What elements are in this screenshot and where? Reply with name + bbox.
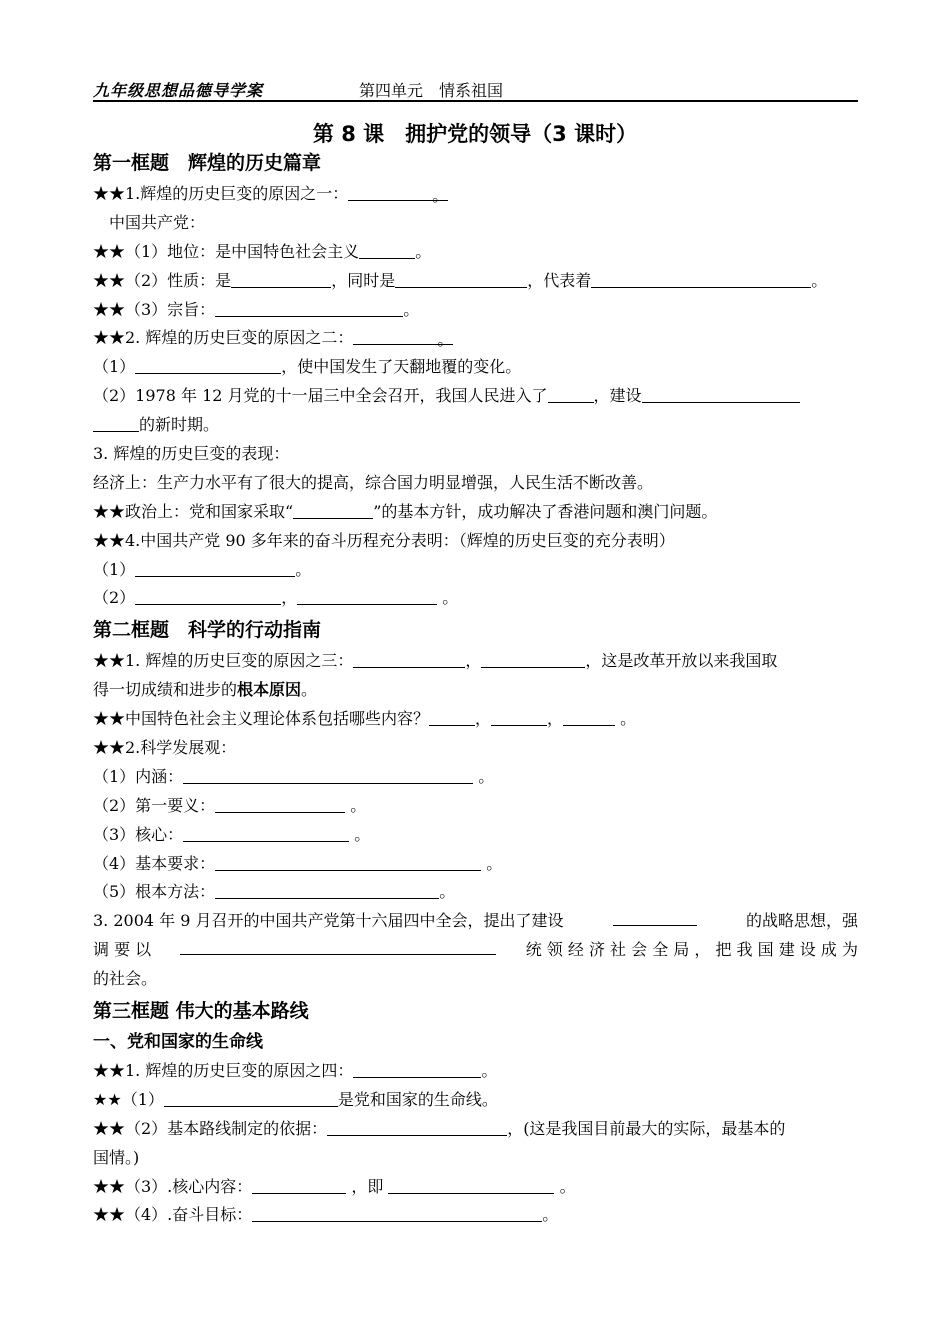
fill-blank[interactable]: [642, 384, 800, 403]
fill-blank[interactable]: [353, 1059, 481, 1078]
fill-blank[interactable]: [93, 413, 139, 432]
header-course: 九年级思想品德导学案: [93, 81, 264, 100]
fill-blank[interactable]: [429, 707, 475, 726]
text: 。: [403, 299, 420, 319]
s1-line-9: [93, 411, 858, 440]
fill-blank[interactable]: [359, 240, 415, 259]
lesson-title: 第 8 课 拥护党的领导（3 课时）: [312, 122, 638, 146]
fill-blank[interactable]: [563, 707, 615, 726]
text: ，: [475, 709, 492, 729]
fill-blank[interactable]: [591, 269, 811, 288]
s2-line-8: [93, 850, 858, 879]
s1-line-8: [93, 382, 858, 411]
text: 。: [415, 241, 432, 261]
text: ★★（1）地位：是中国特色社会主义: [93, 241, 360, 261]
s2-line-5: [93, 763, 858, 792]
s1-line-4: [93, 267, 858, 296]
fill-blank[interactable]: [180, 936, 496, 955]
text: ，: [281, 588, 298, 608]
text: （5）根本方法：: [93, 882, 216, 902]
text: 。: [486, 853, 503, 873]
text: 。: [620, 709, 637, 729]
s1-line-3: [93, 238, 858, 267]
fill-blank[interactable]: [135, 558, 295, 577]
section-2-heading: 第二框题 科学的行动指南: [93, 619, 322, 642]
text: （2）1978 年 12 月党的十一届三中全会召开，我国人民进入了: [93, 386, 548, 406]
s2-line-1: [93, 647, 858, 676]
section-3-heading: 第三框题 伟大的基本路线: [93, 1000, 309, 1023]
text: 。: [481, 1060, 498, 1080]
text: 是党和国家的生命线。: [337, 1089, 498, 1109]
fill-blank-end: 。: [432, 182, 448, 201]
text: ★★（3）.核心内容：: [93, 1176, 253, 1196]
text: （2）: [93, 588, 136, 608]
text: ★★1. 辉煌的历史巨变的原因之三：: [93, 651, 354, 671]
text: ，代表着: [527, 270, 592, 290]
text: 。: [439, 882, 456, 902]
s1-line-13: ★★4.中国共产党 90 多年来的奋斗历程充分表明：（辉煌的历史巨变的充分表明）: [93, 530, 675, 550]
text: ”的基本方针，成功解决了香港问题和澳门问题。: [373, 501, 718, 521]
text: ★★政治上：党和国家采取“: [93, 501, 294, 521]
text: 的新时期。: [139, 415, 220, 435]
page-header: [93, 74, 858, 102]
fill-blank[interactable]: [388, 1175, 554, 1194]
text: ★★（2）性质：是: [93, 270, 232, 290]
fill-blank[interactable]: [183, 823, 349, 842]
text: 。: [301, 680, 318, 700]
fill-blank-end: 。: [437, 326, 453, 345]
s1-line-12: [93, 498, 858, 527]
text: （1）内涵：: [93, 766, 184, 786]
fill-blank[interactable]: [183, 765, 473, 784]
s1-line-10: 3. 辉煌的历史巨变的表现：: [93, 444, 290, 464]
s2-line-10: [93, 907, 858, 936]
fill-blank[interactable]: [215, 880, 439, 899]
text: ★★1.辉煌的历史巨变的原因之一：: [93, 184, 349, 203]
s1-line-5: [93, 296, 858, 325]
key-phrase: 根本原因: [237, 680, 302, 700]
s1-line-1: [93, 180, 858, 209]
section-1-heading: 第一框题 辉煌的历史篇章: [93, 152, 322, 174]
text: （1）: [93, 357, 136, 377]
text: 。: [442, 588, 459, 608]
fill-blank[interactable]: [293, 500, 373, 519]
text: 3. 2004 年 9 月召开的中国共产党第十六届四中全会，提出了建设: [93, 911, 564, 931]
fill-blank[interactable]: [135, 586, 281, 605]
s1-line-11: 经济上：生产力水平有了很大的提高，综合国力明显增强，人民生活不断改善。: [93, 472, 654, 492]
text: ，(这是我国目前最大的实际，最基本的: [507, 1118, 786, 1138]
fill-blank[interactable]: [353, 649, 465, 668]
section-3-subheading: 一、党和国家的生命线: [93, 1032, 263, 1053]
s3-line-3: [93, 1115, 858, 1144]
text: ★★中国特色社会主义理论体系包括哪些内容？: [93, 709, 430, 729]
fill-blank[interactable]: [297, 586, 437, 605]
s2-line-3: [93, 705, 858, 734]
s2-line-9: [93, 878, 858, 907]
fill-blank[interactable]: [135, 355, 281, 374]
worksheet-body: [93, 146, 858, 1230]
s2-line-11: [93, 936, 858, 965]
fill-blank[interactable]: [481, 649, 585, 668]
s2-line-4: ★★2.科学发展观：: [93, 738, 237, 758]
text: ★★（1）: [93, 1089, 164, 1109]
text: 调 要 以: [93, 940, 152, 960]
fill-blank[interactable]: [215, 852, 481, 871]
fill-blank[interactable]: [231, 269, 331, 288]
text: ，使中国发生了天翻地覆的变化。: [281, 357, 522, 377]
fill-blank[interactable]: [491, 707, 547, 726]
s1-line-14: [93, 556, 858, 585]
s3-line-4: 国情。): [93, 1147, 140, 1167]
s1-line-6: [93, 324, 858, 353]
fill-blank[interactable]: [613, 907, 697, 926]
fill-blank[interactable]: [215, 298, 403, 317]
text: 。: [811, 270, 828, 290]
s1-line-2: 中国共产党：: [109, 212, 206, 232]
fill-blank[interactable]: [252, 1203, 542, 1222]
s1-line-15: [93, 584, 858, 613]
text: 。: [350, 795, 367, 815]
s3-line-5: [93, 1173, 858, 1202]
text: 。: [354, 824, 371, 844]
header-unit: 第四单元 情系祖国: [359, 81, 504, 100]
s2-line-12: 的社会。: [93, 969, 158, 989]
text: （2）第一要义：: [93, 795, 216, 815]
s2-line-2: [93, 676, 858, 705]
text: ，这是改革开放以来我国取: [585, 651, 778, 671]
text: ★★2. 辉煌的历史巨变的原因之二：: [93, 328, 354, 348]
text: 的战略思想，强: [745, 911, 858, 931]
s3-line-6: [93, 1201, 858, 1230]
text: 统 领 经 济 社 会 全 局 ， 把 我 国 建 设 成 为: [525, 940, 858, 960]
fill-blank[interactable]: [395, 269, 527, 288]
text: 。: [295, 559, 312, 579]
text: ★★（3）宗旨：: [93, 299, 216, 319]
s3-line-1: [93, 1057, 858, 1086]
text: 。: [559, 1176, 576, 1196]
s2-line-6: [93, 792, 858, 821]
s1-line-7: [93, 353, 858, 382]
text: ，: [465, 651, 482, 671]
text: ，建设: [593, 386, 642, 406]
text: （3）核心：: [93, 824, 184, 844]
text: ，同时是: [331, 270, 396, 290]
fill-blank[interactable]: [348, 182, 432, 201]
text: ★★（4）.奋斗目标：: [93, 1205, 253, 1225]
fill-blank[interactable]: [327, 1117, 507, 1136]
text: （4）基本要求：: [93, 853, 216, 873]
text: 。: [542, 1205, 559, 1225]
fill-blank[interactable]: [252, 1175, 346, 1194]
text: ，即: [351, 1176, 384, 1196]
text: ，: [547, 709, 564, 729]
text: 。: [478, 766, 495, 786]
fill-blank[interactable]: [164, 1088, 338, 1107]
s3-line-2: [93, 1086, 858, 1115]
text: （1）: [93, 559, 136, 579]
text: ★★1. 辉煌的历史巨变的原因之四：: [93, 1060, 354, 1080]
fill-blank[interactable]: [215, 794, 345, 813]
text: ★★（2）基本路线制定的依据：: [93, 1118, 328, 1138]
s2-line-7: [93, 821, 858, 850]
fill-blank[interactable]: [353, 326, 437, 345]
fill-blank[interactable]: [548, 384, 594, 403]
text: 得一切成绩和进步的: [93, 680, 238, 700]
